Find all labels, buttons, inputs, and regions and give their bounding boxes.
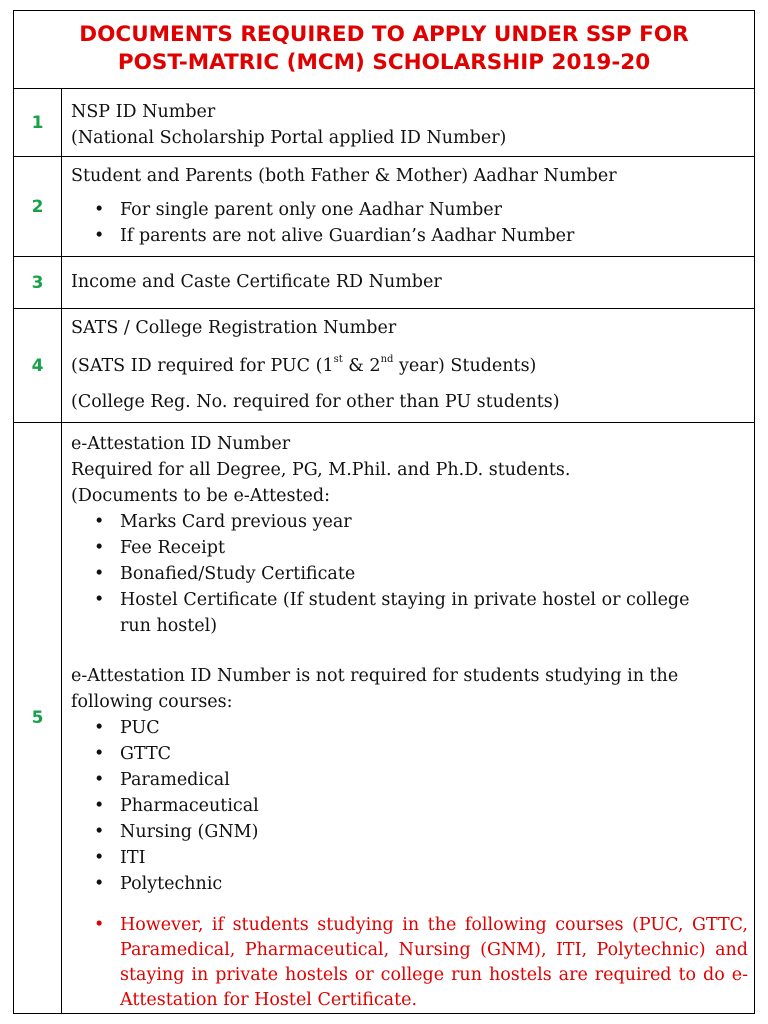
- row-text: NSP ID Number: [71, 102, 216, 122]
- list-item: • ITI: [71, 845, 748, 871]
- row-text: Required for all Degree, PG, M.Phil. and Ph.D. students.: [71, 460, 571, 480]
- row-heading: Student and Parents (both Father & Mother) Aadhar Number: [71, 166, 617, 186]
- row-number: 2: [14, 157, 62, 256]
- row-number: 4: [14, 309, 62, 422]
- list-item: • Nursing (GNM): [71, 819, 748, 845]
- table-row: [14, 309, 754, 423]
- row-text: (National Scholarship Portal applied ID Number): [71, 128, 507, 148]
- row-heading: SATS / College Registration Number: [71, 318, 397, 338]
- table-row: [14, 423, 754, 1013]
- row-text: (SATS ID required for PUC (1st & 2nd year) Students): [71, 354, 537, 376]
- list-item: • Hostel Certificate (If student staying in private hostel or college run hostel): [71, 587, 748, 639]
- bullet-list: [71, 197, 748, 249]
- title-line-2: POST-MATRIC (MCM) SCHOLARSHIP 2019-20: [117, 50, 651, 75]
- bullet-list: [71, 509, 748, 639]
- list-item: • Paramedical: [71, 767, 748, 793]
- table-row: [14, 157, 754, 257]
- list-item: • Marks Card previous year: [71, 509, 748, 535]
- bullet-list: [71, 913, 748, 1013]
- row-text: e-Attestation ID Number is not required for students studying in the following courses:: [71, 666, 679, 712]
- row-number: 3: [14, 257, 62, 308]
- table-row: [14, 89, 754, 157]
- list-item: • For single parent only one Aadhar Number: [71, 197, 748, 223]
- row-number: 1: [14, 89, 62, 156]
- document-table: [13, 10, 755, 1014]
- list-item: • PUC: [71, 715, 748, 741]
- document-title: [14, 11, 754, 89]
- bullet-list: [71, 715, 748, 897]
- row-text: (Documents to be e-Attested:: [71, 486, 331, 506]
- list-item: • Polytechnic: [71, 871, 748, 897]
- list-item: • Pharmaceutical: [71, 793, 748, 819]
- row-text: (College Reg. No. required for other than PU students): [71, 392, 560, 412]
- list-item: • GTTC: [71, 741, 748, 767]
- row-text: Income and Caste Certificate RD Number: [71, 272, 442, 292]
- hostel-note: • However, if students studying in the following courses (PUC, GTTC, Paramedical, Pharmaceutical, Nursing (GNM), ITI, Polytechnic) and staying in private hostels or college run hostels are required to do e-Attestation for Hostel Certificate.: [71, 913, 748, 1013]
- title-line-1: DOCUMENTS REQUIRED TO APPLY UNDER SSP FOR: [79, 22, 689, 47]
- table-row: [14, 257, 754, 309]
- row-heading: e-Attestation ID Number: [71, 434, 291, 454]
- row-number: 5: [14, 423, 62, 1013]
- list-item: • If parents are not alive Guardian’s Aadhar Number: [71, 223, 748, 249]
- list-item: • Bonafied/Study Certificate: [71, 561, 748, 587]
- list-item: • Fee Receipt: [71, 535, 748, 561]
